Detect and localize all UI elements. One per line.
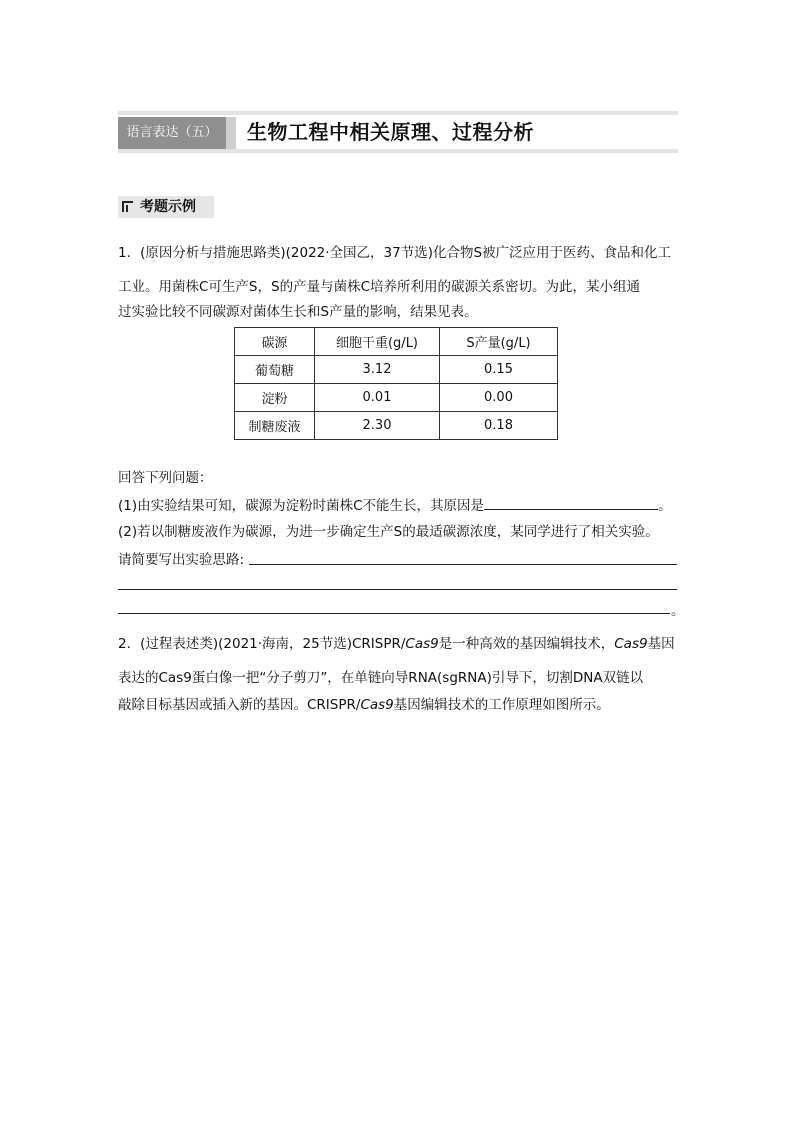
answer-blank-1[interactable] [484,495,658,510]
q1-sub2b [118,548,244,568]
q2-line-1 [118,632,675,652]
table-header-cell: S产量(g/L) [440,328,558,356]
table-row [235,356,558,384]
banner-bottom-rule [118,149,678,153]
table-cell: 制糖废液 [235,412,315,440]
table-cell: 0.15 [440,356,558,384]
section-title: 考题示例 [140,199,196,215]
q2-line-2: 表达的Cas9蛋白像一把“分子剪刀”，在单链向导RNA(sgRNA)引导下，切割DNA双链以 [118,670,644,686]
q1-sub2: (2)若以制糖废液作为碳源，为进一步确定生产S的最适碳源浓度，某同学进行了相关实验。 [118,524,659,540]
q1-line-1: 1．(原因分析与措施思路类)(2022·全国乙，37节选)化合物S被广泛应用于医药、食品和化工 [118,245,672,261]
q1-sub2b-text: 请简要写出实验思路: [118,552,245,568]
table-row [235,384,558,412]
q2-line-3c: 基因编辑技术的工作原理如图所示。 [393,697,610,713]
table-header-cell: 细胞干重(g/L) [315,328,440,356]
q1-prompt: 回答下列问题： [118,470,213,486]
q1-sub1-text: (1)由实验结果可知，碳源为淀粉时菌株C不能生长，其原因是 [118,498,485,514]
q1-sub2-end: 。 [671,603,685,619]
carbon-source-table [234,327,558,440]
chapter-banner [118,111,678,153]
q2-line-1e: 基因 [647,636,675,652]
q2-line-3a: 敲除目标基因或插入新的基因。CRISPR/ [118,697,361,713]
q1-line-2: 工业。用菌株C可生产S，S的产量与菌株C培养所利用的碳源关系密切。为此，某小组通 [118,279,640,295]
q1-sub1 [118,494,672,514]
table-cell: 淀粉 [235,384,315,412]
table-cell: 0.01 [315,384,440,412]
q1-sub1-end: 。 [658,498,672,514]
answer-line-2a[interactable] [249,564,677,565]
answer-line-2c[interactable] [118,613,670,614]
q2-cas9-italic-2: Cas9 [360,697,394,713]
q2-cas9-gene-italic: Cas9 [614,636,648,652]
q2-line-3 [118,693,610,713]
table-cell: 3.12 [315,356,440,384]
q2-line-1c: 是一种高效的基因编辑技术， [438,636,615,652]
table-header-cell: 碳源 [235,328,315,356]
answer-line-2b[interactable] [118,589,677,590]
section-heading [118,196,214,218]
page-title: 生物工程中相关原理、过程分析 [247,120,534,144]
table-row [235,412,558,440]
table-cell: 2.30 [315,412,440,440]
q2-line-1a: 2．(过程表述类)(2021·海南，25节选)CRISPR/ [118,636,406,652]
banner-tag: 语言表达（五） [118,117,226,149]
table-cell: 0.00 [440,384,558,412]
table-cell: 葡萄糖 [235,356,315,384]
q2-cas9-italic: Cas9 [405,636,439,652]
q1-line-3: 过实验比较不同碳源对菌体生长和S产量的影响，结果见表。 [118,304,478,320]
table-cell: 0.18 [440,412,558,440]
bookmark-icon [122,201,133,212]
table-header-row [235,328,558,356]
